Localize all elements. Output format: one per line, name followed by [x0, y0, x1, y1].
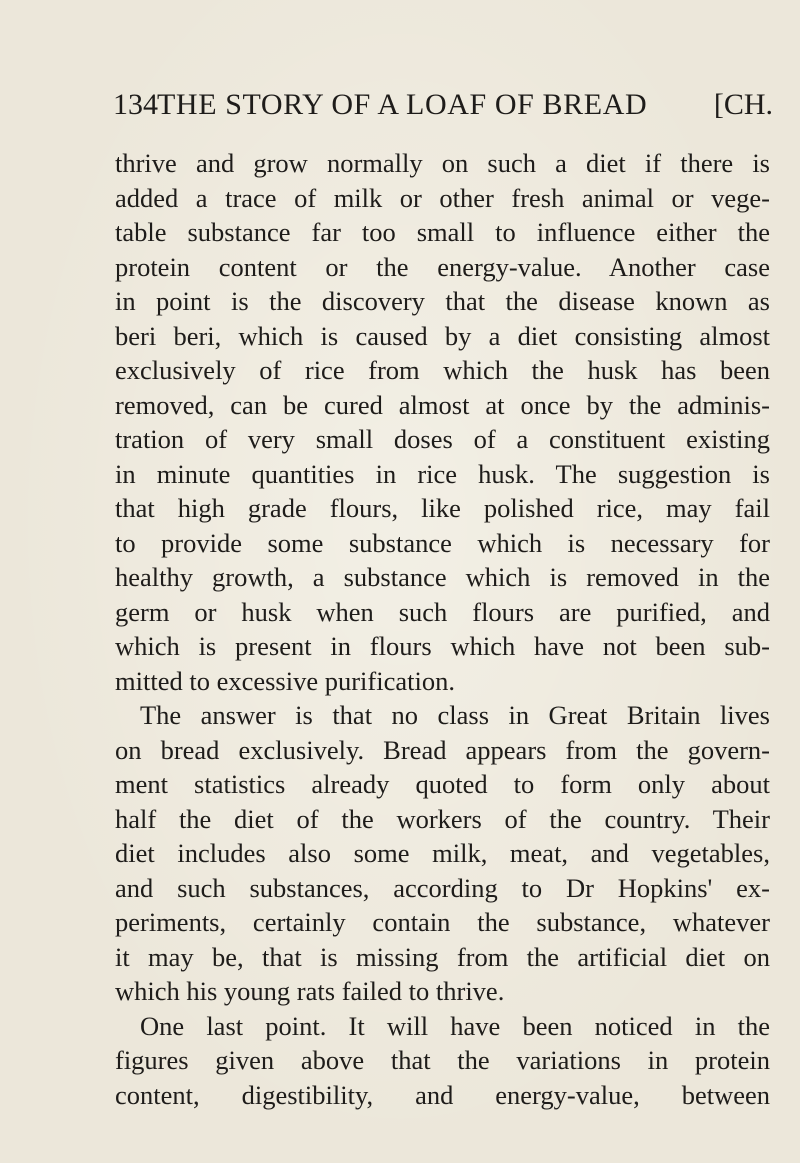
body-text	[115, 146, 770, 1112]
text-line: and such substances, according to Dr Hopkins' ex-	[115, 872, 770, 903]
text-line: beri beri, which is caused by a diet consisting almost	[115, 320, 770, 351]
text-line: that high grade flours, like polished rice, may fail	[115, 493, 770, 523]
text-line: to provide some substance which is necessary for	[115, 527, 770, 558]
text-line: figures given above that the variations in protein	[115, 1045, 770, 1075]
text-line: content, digestibility, and energy-value, between	[115, 1079, 770, 1110]
text-line: in point is the discovery that the disease known as	[115, 286, 770, 316]
text-line: healthy growth, a substance which is removed in the	[115, 562, 770, 592]
page-number: 134	[113, 88, 158, 121]
text-line: protein content or the energy-value. Another case	[115, 251, 770, 282]
text-line: exclusively of rice from which the husk has been	[115, 355, 770, 385]
paragraph-end-line: mitted to excessive purification.	[115, 665, 455, 696]
text-line: thrive and grow normally on such a diet if there is	[115, 148, 770, 178]
running-head	[113, 85, 773, 125]
paragraph-end-line: which his young rats failed to thrive.	[115, 976, 505, 1006]
text-line: half the diet of the workers of the country. Their	[115, 803, 770, 834]
text-line: added a trace of milk or other fresh animal or vege-	[115, 182, 770, 213]
paragraph-start-line: The answer is that no class in Great Britain lives	[140, 700, 770, 730]
book-title: THE STORY OF A LOAF OF BREAD	[157, 88, 648, 121]
paragraph-start-line: One last point. It will have been noticed in the	[140, 1010, 770, 1041]
text-line: germ or husk when such flours are purified, and	[115, 596, 770, 627]
chapter-mark: [CH.	[713, 88, 773, 121]
text-line: on bread exclusively. Bread appears from the govern-	[115, 734, 770, 765]
text-line: ment statistics already quoted to form only about	[115, 769, 770, 799]
text-line: which is present in flours which have not been sub-	[115, 631, 770, 661]
text-line: diet includes also some milk, meat, and vegetables,	[115, 838, 770, 868]
text-line: removed, can be cured almost at once by the adminis-	[115, 389, 770, 420]
text-line: it may be, that is missing from the artificial diet on	[115, 941, 770, 972]
text-line: periments, certainly contain the substance, whatever	[115, 907, 770, 937]
text-line: tration of very small doses of a constituent existing	[115, 424, 770, 454]
text-line: in minute quantities in rice husk. The suggestion is	[115, 458, 770, 489]
text-line: table substance far too small to influence either the	[115, 217, 770, 247]
